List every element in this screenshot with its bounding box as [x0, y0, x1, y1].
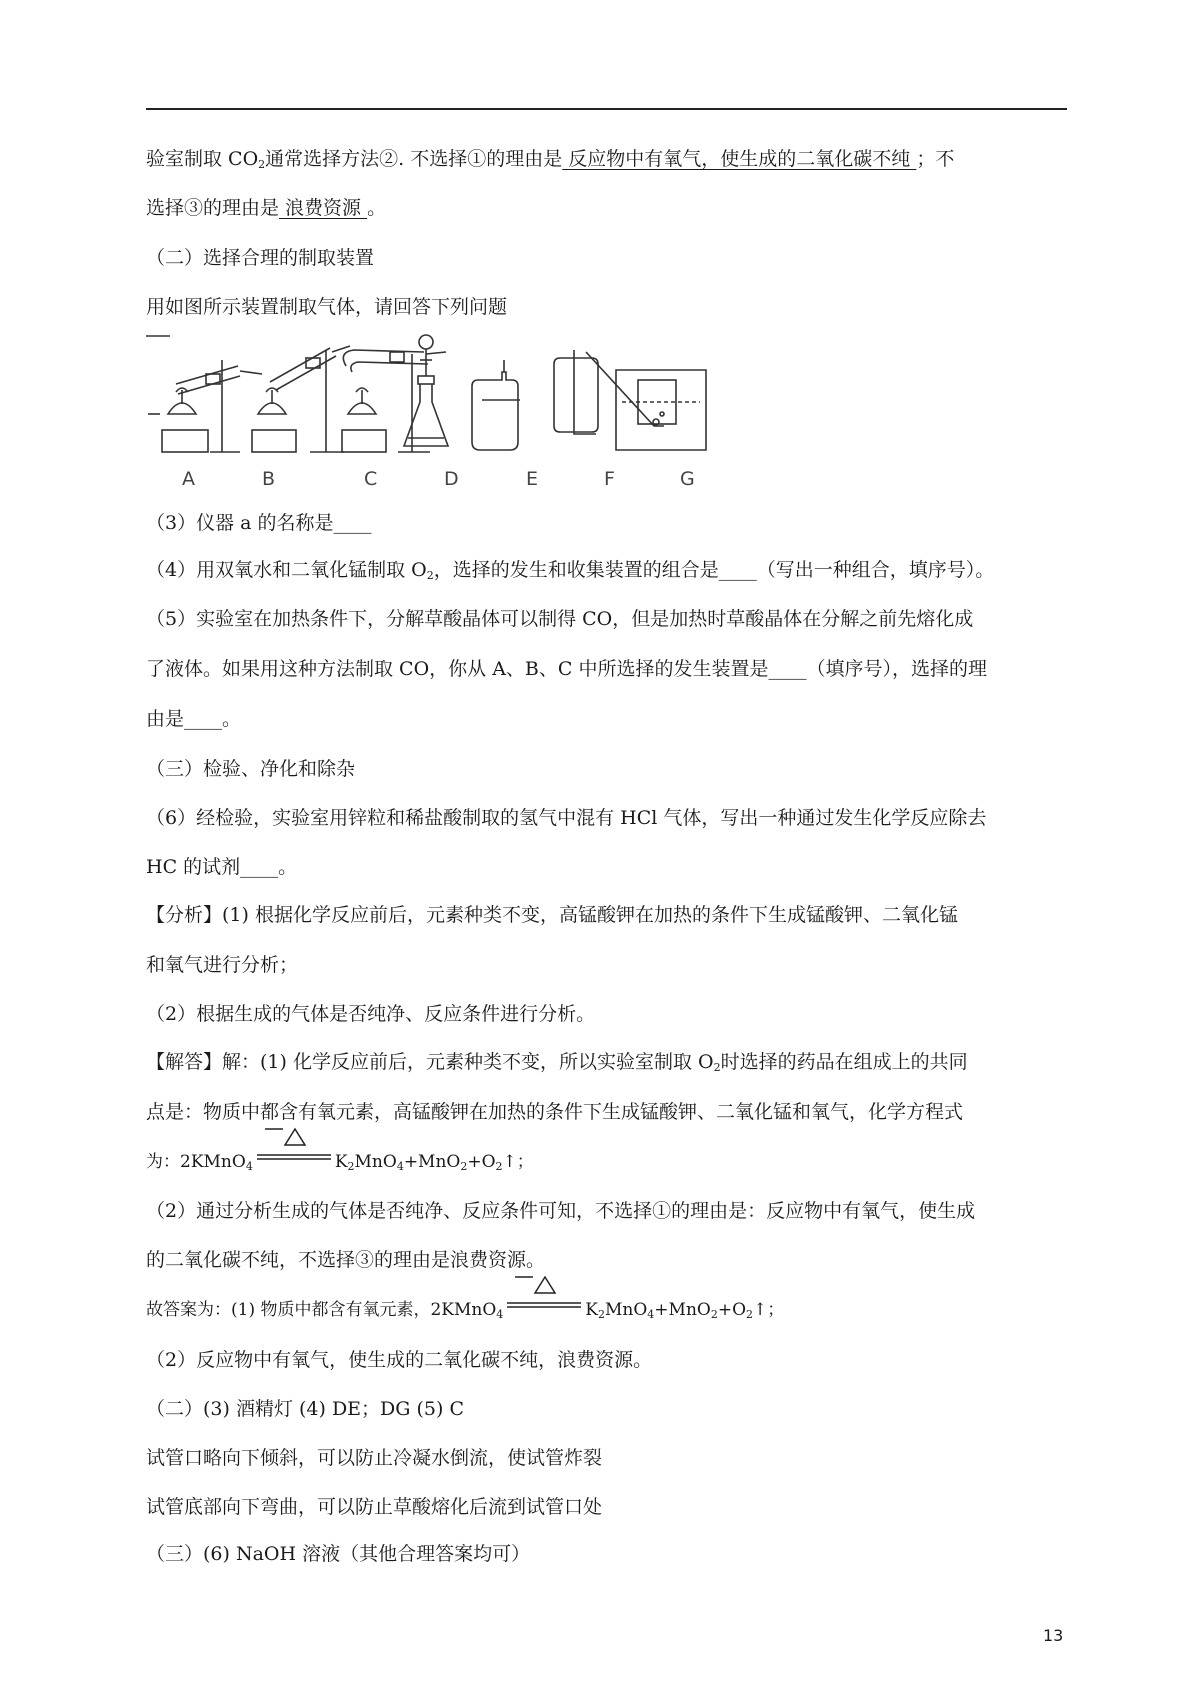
question-5-line-2: 了液体。如果用这种方法制取 CO，你从 A、B、C 中所选择的发生装置是____（填序号），选择的理 — [146, 658, 987, 680]
apparatus-a — [148, 360, 262, 452]
apparatus-figure — [146, 330, 746, 490]
answer-line-3: （二）(3) 酒精灯 (4) DE；DG (5) C — [146, 1398, 464, 1420]
answer-underline: 浪费资源 — [279, 197, 368, 219]
answer-line-2: （2）反应物中有氧气，使生成的二氧化碳不纯，浪费资源。 — [146, 1349, 653, 1371]
apparatus-e — [472, 360, 520, 450]
solution-line-1: 【解答】解：(1) 化学反应前后，元素种类不变，所以实验室制取 $O_2$时选择的药品在组成上的共同 — [146, 1051, 968, 1074]
chemical-equation-1: 为：2KMnO$_4$ $K_2MnO_4+MnO_2+O_2↑$； — [146, 1149, 534, 1180]
solution-line-2: 点是：物质中都含有氧元素，高锰酸钾在加热的条件下生成锰酸钾、二氧化锰和氧气，化学方程式 — [146, 1101, 964, 1123]
question-5-line-3: 由是____。 — [146, 708, 242, 730]
figure-label-d: D — [444, 468, 459, 490]
question-6-line-2: HC 的试剂____。 — [146, 856, 298, 878]
section-heading-2: （二）选择合理的制取装置 — [146, 247, 375, 269]
answer-line-6: （三）(6) NaOH 溶液（其他合理答案均可） — [146, 1543, 531, 1565]
page-number: 13 — [1043, 1626, 1064, 1645]
figure-label-a: A — [182, 468, 195, 490]
section-heading-3: （三）检验、净化和除杂 — [146, 758, 356, 780]
figure-label-e: E — [526, 468, 539, 490]
analysis-line-1: 【分析】(1) 根据化学反应前后，元素种类不变，高锰酸钾在加热的条件下生成锰酸钾、二氧化锰 — [146, 904, 958, 926]
text-line-2: 选择③的理由是 浪费资源 。 — [146, 197, 387, 219]
chemical-equation-2: 故答案为：(1) 物质中都含有氧元素，2KMnO$_4$ $K_2MnO_4+MnO_2+O_2↑$； — [146, 1297, 784, 1328]
header-rule — [146, 108, 1067, 110]
answer-underline: 反应物中有氧气，使生成的二氧化碳不纯 — [562, 148, 917, 170]
figure-label-c: C — [364, 468, 378, 490]
heat-condition-mark — [253, 1149, 335, 1169]
heat-condition-mark — [503, 1297, 585, 1317]
text-line-1: 验室制取 $CO_2$通常选择方法②. 不选择①的理由是 反应物中有氧气，使生成的二氧化碳不纯 ；不 — [146, 148, 955, 171]
apparatus-b — [252, 346, 350, 452]
solution-line-5: 的二氧化碳不纯，不选择③的理由是浪费资源。 — [146, 1249, 546, 1271]
apparatus-g — [586, 352, 706, 450]
answer-line-4: 试管口略向下倾斜，可以防止冷凝水倒流，使试管炸裂 — [146, 1447, 603, 1469]
text-line-4: 用如图所示装置制取气体，请回答下列问题 — [146, 296, 508, 318]
analysis-line-3: （2）根据生成的气体是否纯净、反应条件进行分析。 — [146, 1003, 596, 1025]
answer-line-5: 试管底部向下弯曲，可以防止草酸熔化后流到试管口处 — [146, 1496, 603, 1518]
figure-label-b: B — [262, 468, 276, 490]
question-5-line-1: （5）实验室在加热条件下，分解草酸晶体可以制得 CO，但是加热时草酸晶体在分解之前先熔化成 — [146, 608, 974, 630]
question-4: （4）用双氧水和二氧化锰制取 $O_2$，选择的发生和收集装置的组合是____（写出一种组合，填序号）。 — [146, 559, 995, 582]
figure-label-g: G — [680, 468, 695, 490]
apparatus-c — [342, 350, 446, 452]
apparatus-f — [554, 350, 598, 434]
question-6-line-1: （6）经检验，实验室用锌粒和稀盐酸制取的氢气中混有 HCl 气体，写出一种通过发生化学反应除去 — [146, 807, 987, 829]
solution-line-4: （2）通过分析生成的气体是否纯净、反应条件可知，不选择①的理由是：反应物中有氧气，使生成 — [146, 1200, 976, 1222]
analysis-line-2: 和氧气进行分析； — [146, 954, 299, 976]
figure-label-f: F — [604, 468, 615, 490]
question-3: （3）仪器 a 的名称是____ — [146, 512, 372, 534]
